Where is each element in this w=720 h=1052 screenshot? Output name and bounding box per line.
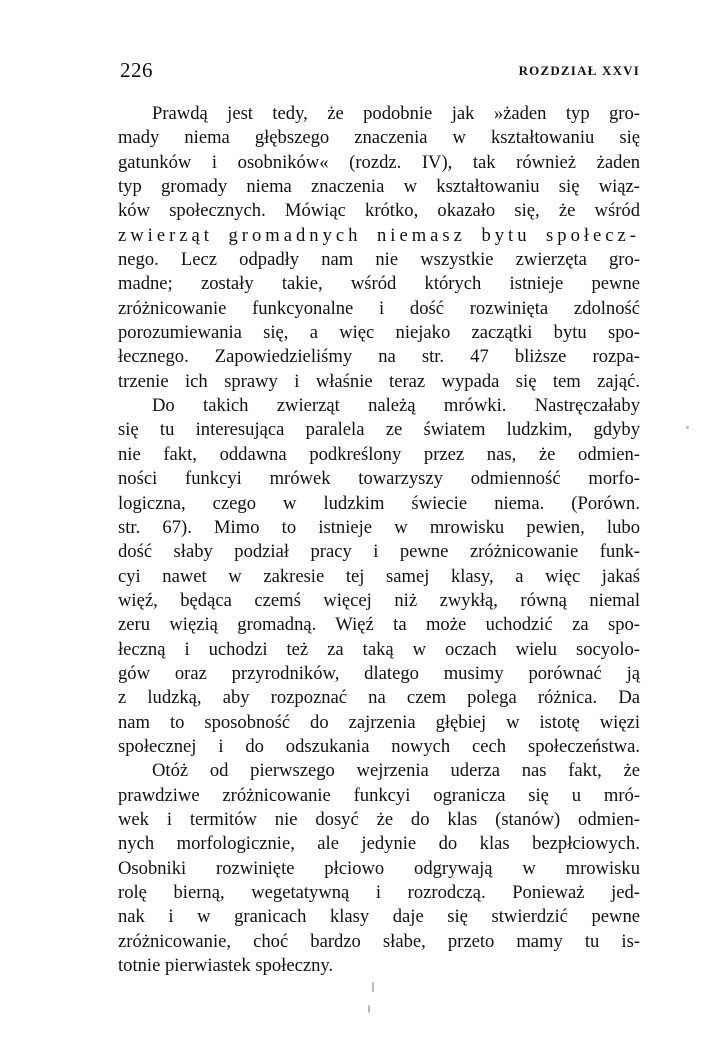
text-line: totnie pierwiastek społeczny. (118, 955, 334, 977)
text-line: zróżnicowanie, choć bardzo słabe, przeto mamy tu is- (118, 930, 640, 952)
text-line: więź, będąca czemś więcej niż zwykłą, równą niemal (118, 589, 640, 611)
text-line: nie fakt, oddawna podkreślony przez nas, że odmien- (118, 443, 640, 465)
text-line: logiczna, czego w ludzkim świecie niema. (Porówn. (118, 492, 640, 514)
text-line: nych morfologicznie, ale jedynie do klas bezpłciowych. (118, 833, 640, 855)
running-head: ROZDZIAŁ XXVI (518, 63, 640, 78)
text-line: ności funkcyi mrówek towarzyszy odmienność morfo- (118, 468, 640, 490)
text-line: wek i termitów nie dosyć że do klas (stanów) odmien- (118, 808, 640, 830)
text-line: zwierząt gromadnych niemasz bytu społecz- (118, 224, 640, 246)
text-line: mady niema głębszego znaczenia w kształtowaniu się (118, 127, 640, 149)
page-number: 226 (120, 58, 153, 82)
text-line: Do takich zwierząt należą mrówki. Nastręczałaby (152, 395, 640, 417)
text-line: madne; zostały takie, wśród których istnieje pewne (118, 273, 640, 295)
text-line: łecznego. Zapowiedzieliśmy na str. 47 bliższe rozpa- (118, 346, 640, 368)
paragraph (118, 394, 640, 759)
scan-speck (368, 1005, 370, 1013)
text-line: nego. Lecz odpadły nam nie wszystkie zwierzęta gro- (118, 249, 640, 271)
text-line: się tu interesująca paralela ze światem ludzkim, gdyby (118, 419, 640, 441)
text-line: dość słaby podział pracy i pewne zróżnicowanie funk- (118, 541, 640, 563)
text-line: ków społecznych. Mówiąc krótko, okazało się, że wśród (118, 200, 640, 222)
text-line: prawdziwe zróżnicowanie funkcyi ogranicza się u mró- (118, 784, 640, 806)
text-line: zeru więzią gromadną. Więź ta może uchodzić za spo- (118, 614, 640, 636)
paragraph (118, 759, 640, 978)
text-line: porozumiewania się, a więc niejako zaczątki bytu spo- (118, 322, 640, 344)
text-line: zróżnicowanie funkcyonalne i dość rozwinięta zdolność (118, 297, 640, 319)
body-text (118, 102, 640, 978)
text-line: społecznej i do odszukania nowych cech społeczeństwa. (118, 735, 640, 757)
text-line: nam to sposobność do zajrzenia głębiej w istotę więzi (118, 711, 640, 733)
text-line: typ gromady niema znaczenia w kształtowaniu się wiąz- (118, 176, 640, 198)
text-line: rolę bierną, wegetatywną i rozrodczą. Ponieważ jed- (118, 882, 640, 903)
text-line: trzenie ich sprawy i właśnie teraz wypada się tem zająć. (118, 370, 640, 392)
text-line: cyi nawet w zakresie tej samej klasy, a więc jakaś (118, 565, 640, 587)
scan-speck (686, 426, 689, 429)
text-line: z ludzką, aby rozpoznać na czem polega różnica. Da (118, 687, 640, 709)
text-line: gów oraz przyrodników, dlatego musimy porównać ją (118, 662, 640, 684)
paragraph (118, 102, 640, 394)
text-line: Osobniki rozwinięte płciowo odgrywają w mrowisku (118, 857, 640, 879)
text-line: Otóż od pierwszego wejrzenia uderza nas fakt, że (152, 760, 640, 782)
text-line: łeczną i uchodzi też za taką w oczach wielu socyolo- (118, 638, 640, 660)
text-line: nak i w granicach klasy daje się stwierdzić pewne (118, 906, 640, 928)
page-header (120, 58, 640, 88)
text-line: gatunków i osobników« (rozdz. IV), tak również żaden (118, 151, 640, 173)
text-line: Prawdą jest tedy, że podobnie jak »żaden typ gro- (152, 103, 640, 124)
scan-speck (372, 982, 374, 992)
text-line: str. 67). Mimo to istnieje w mrowisku pewien, lubo (118, 516, 640, 538)
